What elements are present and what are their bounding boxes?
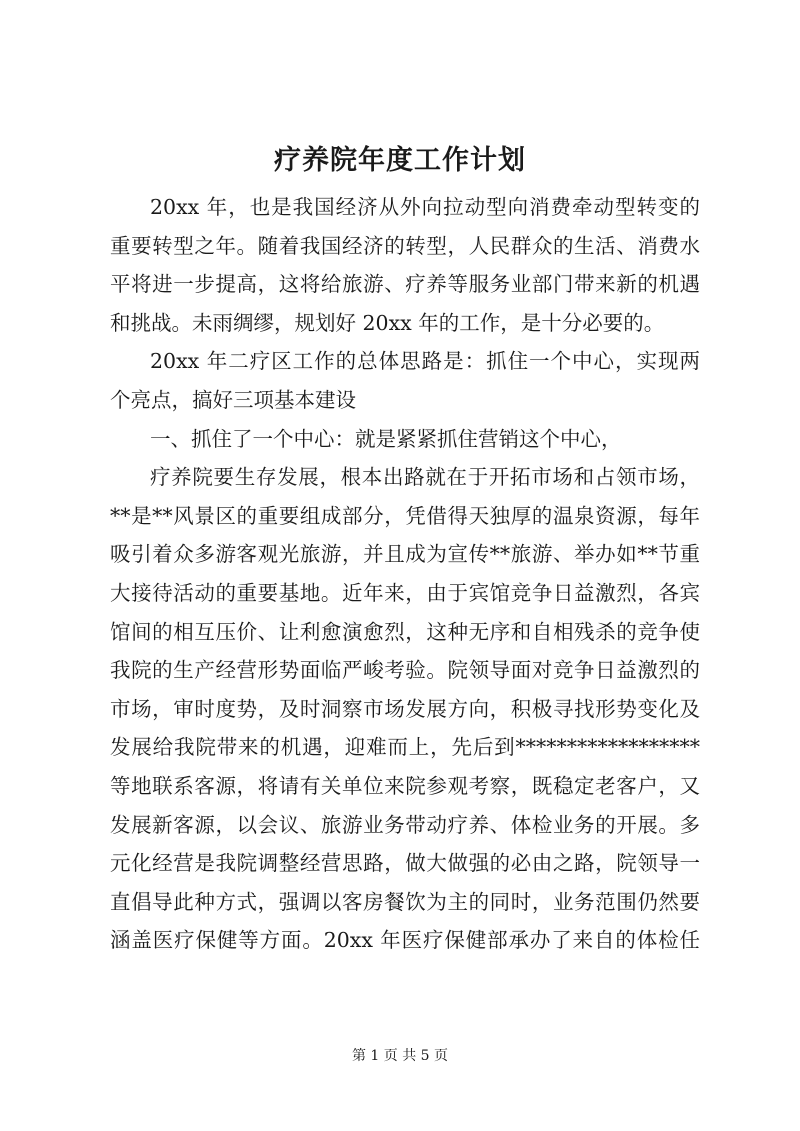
text-line: 发展给我院带来的机遇，迎难而上，先后到****************** xyxy=(110,735,700,760)
text-line: **是**风景区的重要组成部分，凭借得天独厚的温泉资源，每年 xyxy=(110,503,700,528)
text-line: 吸引着众多游客观光旅游，并且成为宣传**旅游、举办如**节重 xyxy=(110,542,700,567)
text-line: 个亮点，搞好三项基本建设 xyxy=(110,387,356,412)
text-line: 20xx 年二疗区工作的总体思路是：抓住一个中心，实现两 xyxy=(150,349,700,374)
text-line: 和挑战。未雨绸缪，规划好 20xx 年的工作，是十分必要的。 xyxy=(110,310,665,335)
text-line: 大接待活动的重要基地。近年来，由于宾馆竞争日益激烈，各宾 xyxy=(110,580,700,605)
text-line: 发展新客源，以会议、旅游业务带动疗养、体检业务的开展。多 xyxy=(110,812,700,837)
text-line: 馆间的相互压价、让利愈演愈烈，这种无序和自相残杀的竞争使 xyxy=(110,619,700,644)
text-line: 20xx 年，也是我国经济从外向拉动型向消费牵动型转变的 xyxy=(150,195,700,219)
text-line: 平将进一步提高，这将给旅游、疗养等服务业部门带来新的机遇 xyxy=(110,272,700,297)
document-body xyxy=(110,188,700,960)
document-title: 疗养院年度工作计划 xyxy=(274,145,526,176)
text-line: 直倡导此种方式，强调以客房餐饮为主的同时，业务范围仍然要 xyxy=(110,889,700,914)
text-line: 涵盖医疗保健等方面。20xx 年医疗保健部承办了来自的体检任 xyxy=(110,928,700,953)
text-line: 疗养院要生存发展，根本出路就在于开拓市场和占领市场， xyxy=(150,465,700,490)
text-line: 元化经营是我院调整经营思路，做大做强的必由之路，院领导一 xyxy=(110,851,700,876)
text-line: 重要转型之年。随着我国经济的转型，人民群众的生活、消费水 xyxy=(110,233,700,258)
text-line: 我院的生产经营形势面临严峻考验。院领导面对竞争日益激烈的 xyxy=(110,658,700,683)
page-footer: 第 1 页 共 5 页 xyxy=(351,1048,449,1064)
text-line: 等地联系客源，将请有关单位来院参观考察，既稳定老客户，又 xyxy=(110,773,700,798)
text-line: 一、抓住了一个中心：就是紧紧抓住营销这个中心， xyxy=(150,426,622,451)
text-line: 市场，审时度势，及时洞察市场发展方向，积极寻找形势变化及 xyxy=(110,696,700,721)
